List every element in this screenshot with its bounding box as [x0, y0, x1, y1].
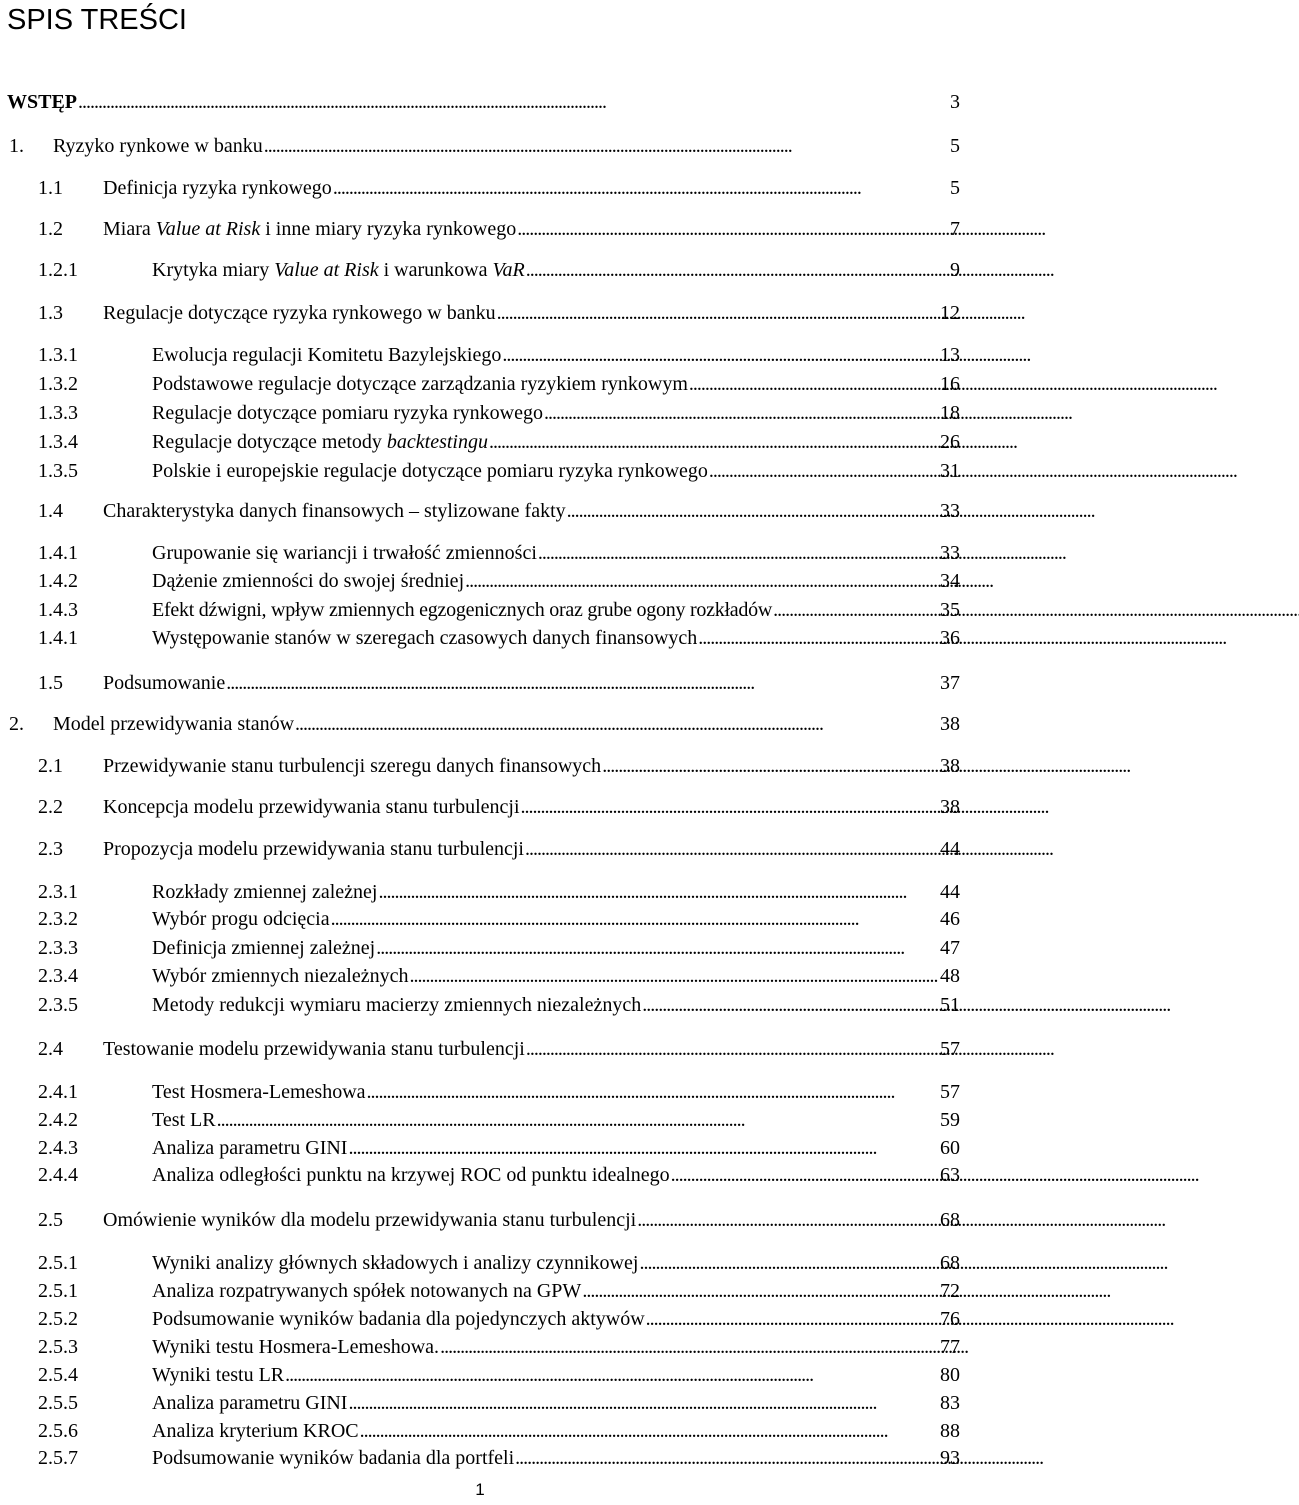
dot-leader: [708, 457, 937, 485]
toc-entry-page: 93: [940, 1447, 960, 1469]
toc-entry[interactable]: [0, 835, 960, 863]
toc-entry-title-italic: Value at Risk: [274, 259, 379, 281]
toc-entry-page: 77: [940, 1336, 960, 1358]
toc-entry-title-italic: VaR: [492, 259, 525, 281]
toc-entry-title-part: Miara: [103, 218, 156, 240]
toc-entry[interactable]: [0, 1161, 960, 1189]
toc-entry-number: 2.5: [38, 1209, 63, 1231]
toc-entry-title: Analiza parametru GINI: [152, 1392, 348, 1414]
toc-entry-number: 1.3.2: [38, 373, 78, 395]
toc-entry[interactable]: [0, 752, 960, 780]
toc-entry[interactable]: [0, 991, 960, 1019]
toc-entry-page: 46: [940, 908, 960, 930]
toc-entry[interactable]: [0, 1249, 960, 1277]
toc-entry-page: 48: [940, 965, 960, 987]
toc-entry-title: Analiza odległości punktu na krzywej ROC od punktu idealnego: [152, 1164, 670, 1186]
dot-leader: [359, 1417, 937, 1445]
toc-entry-number: 2.4.1: [38, 1081, 78, 1103]
toc-entry-page: 35: [940, 599, 960, 621]
toc-entry[interactable]: [0, 174, 960, 202]
toc-entry-number: 2.3: [38, 838, 63, 860]
toc-entry-title: Analiza parametru GINI: [152, 1137, 348, 1159]
toc-entry-page: 44: [940, 838, 960, 860]
toc-entry-page: 57: [940, 1038, 960, 1060]
page-title: SPIS TREŚCI: [7, 4, 187, 36]
toc-entry-number: 2.5.2: [38, 1308, 78, 1330]
dot-leader: [488, 428, 937, 456]
toc-entry-title: Test Hosmera-Lemeshowa: [152, 1081, 366, 1103]
toc-entry[interactable]: [0, 1106, 960, 1134]
toc-entry-title-part: i inne miary ryzyka rynkowego: [260, 218, 517, 240]
toc-entry-number: 1.3.5: [38, 460, 78, 482]
toc-entry-number: 2.5.4: [38, 1364, 78, 1386]
dot-leader: [697, 624, 937, 652]
toc-entry-title: Wyniki testu LR: [152, 1364, 285, 1386]
toc-entry-number: 2.4.3: [38, 1137, 78, 1159]
toc-entry[interactable]: [0, 1305, 960, 1333]
toc-entry-title: Charakterystyka danych finansowych – stylizowane fakty: [103, 500, 566, 522]
toc-entry-page: 80: [940, 1364, 960, 1386]
toc-entry-page: 83: [940, 1392, 960, 1414]
toc-entry-page: 72: [940, 1280, 960, 1302]
toc-entry-title: Analiza kryterium KROC: [152, 1420, 359, 1442]
dot-leader: [670, 1161, 937, 1189]
toc-entry-page: 38: [940, 713, 960, 735]
toc-entry-page: 9: [950, 259, 960, 281]
toc-entry[interactable]: [0, 567, 960, 595]
dot-leader: [516, 215, 947, 243]
toc-entry-page: 51: [940, 994, 960, 1016]
toc-entry-title: Wyniki testu Hosmera-Lemeshowa.: [152, 1336, 440, 1358]
toc-entry[interactable]: [0, 256, 960, 284]
dot-leader: [520, 793, 937, 821]
toc-entry-page: 33: [940, 542, 960, 564]
dot-leader: [294, 710, 937, 738]
toc-entry-title: Podstawowe regulacje dotyczące zarządzania ryzykiem rynkowym: [152, 373, 688, 395]
toc-entry-title: [152, 428, 488, 456]
toc-entry-page: 34: [940, 570, 960, 592]
toc-entry-title: Ewolucja regulacji Komitetu Bazylejskiego: [152, 344, 502, 366]
dot-leader: [408, 962, 937, 990]
toc-entry[interactable]: [0, 399, 960, 427]
toc-entry[interactable]: [0, 1206, 960, 1234]
toc-entry-title: Metody redukcji wymiaru macierzy zmiennych niezależnych: [152, 994, 642, 1016]
toc-entry-number: 1.2: [38, 218, 63, 240]
toc-entry-title: Model przewidywania stanów: [53, 713, 295, 735]
toc-entry-title: Test LR: [152, 1109, 216, 1131]
toc-entry-number: 2.5.5: [38, 1392, 78, 1414]
toc-entry-page: 3: [950, 91, 960, 113]
toc-entry-number: 2.1: [38, 755, 63, 777]
toc-entry[interactable]: [0, 215, 960, 243]
toc-entry-title: Występowanie stanów w szeregach czasowych danych finansowych: [152, 627, 698, 649]
toc-entry-page: 31: [940, 460, 960, 482]
dot-leader: [501, 341, 937, 369]
toc-entry-title: Koncepcja modelu przewidywania stanu turbulencji: [103, 796, 520, 818]
dot-leader: [688, 370, 937, 398]
toc-entry-number: 2.5.1: [38, 1280, 78, 1302]
toc-entry-title: Propozycja modelu przewidywania stanu turbulencji: [103, 838, 524, 860]
toc-entry[interactable]: [0, 88, 960, 116]
toc-entry-page: 68: [940, 1252, 960, 1274]
toc-entry-page: 36: [940, 627, 960, 649]
toc-entry-title: Regulacje dotyczące pomiaru ryzyka rynkowego: [152, 402, 543, 424]
toc-entry[interactable]: [0, 132, 960, 160]
toc-entry-title: Efekt dźwigni, wpływ zmiennych egzogenicznych oraz grube ogony rozkładów: [152, 599, 773, 621]
dot-leader: [332, 174, 947, 202]
toc-entry-page: 57: [940, 1081, 960, 1103]
toc-entry-number: 2.4.4: [38, 1164, 78, 1186]
toc-entry-number: 2.5.6: [38, 1420, 78, 1442]
toc-entry[interactable]: [0, 341, 960, 369]
toc-entry[interactable]: [0, 934, 960, 962]
toc-entry[interactable]: [0, 905, 960, 933]
toc-entry[interactable]: [0, 457, 960, 485]
toc-entry[interactable]: [0, 1035, 960, 1063]
toc-entry[interactable]: [0, 624, 960, 652]
toc-entry-number: 2.2: [38, 796, 63, 818]
toc-entry[interactable]: [0, 1333, 960, 1361]
toc-entry-page: 5: [950, 135, 960, 157]
toc-entry-page: 5: [950, 177, 960, 199]
page-number: 1: [475, 1480, 485, 1499]
toc-entry-page: 76: [940, 1308, 960, 1330]
toc-entry-page: 63: [940, 1164, 960, 1186]
toc-entry-number: 1.3.3: [38, 402, 78, 424]
toc-entry-number: 2.4: [38, 1038, 63, 1060]
toc-entry-number: 1.4.1: [38, 627, 78, 649]
toc-entry-title-bold: WSTĘP: [7, 91, 78, 113]
toc-entry-title: Wyniki analizy głównych składowych i analizy czynnikowej: [152, 1252, 639, 1274]
dot-leader: [645, 1305, 937, 1333]
toc-entry-page: 68: [940, 1209, 960, 1231]
toc-entry[interactable]: [0, 1444, 960, 1472]
dot-leader: [566, 497, 937, 525]
toc-entry[interactable]: [0, 1277, 960, 1305]
toc-entry-number: 2.3.2: [38, 908, 78, 930]
toc-entry-title: Testowanie modelu przewidywania stanu turbulencji: [103, 1038, 525, 1060]
dot-leader: [496, 299, 937, 327]
toc-entry[interactable]: [0, 1078, 960, 1106]
toc-entry-title-part: i warunkowa: [378, 259, 493, 281]
toc-entry-page: 12: [940, 302, 960, 324]
toc-entry-number: 1.3.4: [38, 431, 78, 453]
toc-entry[interactable]: [0, 497, 960, 525]
toc-entry-title: [7, 88, 77, 116]
toc-entry-title-italic: Value at Risk: [155, 218, 261, 240]
toc-entry-title: Podsumowanie wyników badania dla pojedynczych aktywów: [152, 1308, 645, 1330]
toc-entry[interactable]: [0, 793, 960, 821]
dot-leader: [514, 1444, 937, 1472]
dot-leader: [636, 1206, 937, 1234]
dot-leader: [537, 539, 937, 567]
toc-entry-title: Regulacje dotyczące ryzyka rynkowego w banku: [103, 302, 496, 324]
dot-leader: [330, 905, 937, 933]
dot-leader: [543, 399, 937, 427]
toc-entry[interactable]: [0, 962, 960, 990]
toc-entry[interactable]: [0, 370, 960, 398]
toc-entry-title: Definicja zmiennej zależnej: [152, 937, 376, 959]
dot-leader: [525, 1035, 937, 1063]
toc-entry-page: 37: [940, 672, 960, 694]
toc-entry-number: 1.2.1: [38, 259, 78, 281]
toc-entry-title: Analiza rozpatrywanych spółek notowanych na GPW: [152, 1280, 582, 1302]
dot-leader: [601, 752, 937, 780]
toc-entry-number: 1.5: [38, 672, 63, 694]
dot-leader: [377, 878, 937, 906]
toc-entry-title: Podsumowanie: [103, 672, 226, 694]
dot-leader: [638, 1249, 937, 1277]
dot-leader: [347, 1134, 937, 1162]
toc-entry-page: 59: [940, 1109, 960, 1131]
toc-entry-title: Rozkłady zmiennej zależnej: [152, 881, 378, 903]
toc-entry-title: Ryzyko rynkowe w banku: [53, 135, 263, 157]
toc-entry-title: [152, 256, 525, 284]
toc-entry-title: Dążenie zmienności do swojej średniej: [152, 570, 465, 592]
dot-leader: [772, 596, 937, 624]
toc-entry[interactable]: [0, 539, 960, 567]
dot-leader: [347, 1389, 937, 1417]
toc-entry-title-italic: backtestingu: [386, 431, 488, 453]
dot-leader: [525, 256, 947, 284]
toc-entry[interactable]: [0, 428, 960, 456]
toc-entry-title-part: Regulacje dotyczące metody: [152, 431, 387, 453]
toc-entry-number: 2.3.3: [38, 937, 78, 959]
dot-leader: [375, 934, 937, 962]
dot-leader: [77, 88, 947, 116]
dot-leader: [439, 1333, 937, 1361]
toc-entry-number: 2.4.2: [38, 1109, 78, 1131]
dot-leader: [581, 1277, 937, 1305]
toc-entry-number: 2.3.5: [38, 994, 78, 1016]
toc-entry-number: 1.4: [38, 500, 63, 522]
toc-entry[interactable]: [0, 878, 960, 906]
toc-entry-title: Definicja ryzyka rynkowego: [103, 177, 332, 199]
dot-leader: [464, 567, 937, 595]
toc-entry-number: 2.5.3: [38, 1336, 78, 1358]
toc-entry-number: 2.3.4: [38, 965, 78, 987]
dot-leader: [366, 1078, 937, 1106]
toc-entry-title: Przewidywanie stanu turbulencji szeregu danych finansowych: [103, 755, 602, 777]
toc-entry-page: 38: [940, 796, 960, 818]
toc-entry[interactable]: [0, 1389, 960, 1417]
toc-entry-title-part: Krytyka miary: [152, 259, 275, 281]
dot-leader: [263, 132, 947, 160]
dot-leader: [641, 991, 937, 1019]
toc-entry-page: 7: [950, 218, 960, 240]
toc-entry-page: 38: [940, 755, 960, 777]
toc-entry-number: 1.3: [38, 302, 63, 324]
toc-entry-page: 33: [940, 500, 960, 522]
toc-entry-number: 1.4.2: [38, 570, 78, 592]
toc-entry-number: 1.: [9, 135, 24, 157]
toc-entry-page: 47: [940, 937, 960, 959]
toc-entry-page: 13: [940, 344, 960, 366]
toc-entry-page: 16: [940, 373, 960, 395]
toc-entry[interactable]: [0, 596, 960, 624]
dot-leader: [284, 1361, 937, 1389]
toc-entry-page: 26: [940, 431, 960, 453]
toc-entry-title: Omówienie wyników dla modelu przewidywania stanu turbulencji: [103, 1209, 637, 1231]
toc-entry-title: [103, 215, 516, 243]
toc-entry[interactable]: [0, 299, 960, 327]
dot-leader: [225, 669, 937, 697]
toc-entry[interactable]: [0, 1417, 960, 1445]
toc-entry-number: 1.4.1: [38, 542, 78, 564]
toc-entry[interactable]: [0, 1134, 960, 1162]
toc-entry-page: 60: [940, 1137, 960, 1159]
toc-entry[interactable]: [0, 710, 960, 738]
dot-leader: [216, 1106, 937, 1134]
toc-entry-title: Wybór progu odcięcia: [152, 908, 330, 930]
toc-entry-number: 2.3.1: [38, 881, 78, 903]
toc-entry-number: 2.5.7: [38, 1447, 78, 1469]
toc-entry-title: Wybór zmiennych niezależnych: [152, 965, 409, 987]
toc-entry-title: Grupowanie się wariancji i trwałość zmienności: [152, 542, 537, 564]
toc-entry[interactable]: [0, 1361, 960, 1389]
toc-entry-number: 2.: [9, 713, 24, 735]
toc-entry-number: 1.4.3: [38, 599, 78, 621]
toc-entry-title: Podsumowanie wyników badania dla portfeli: [152, 1447, 515, 1469]
toc-entry-title: Polskie i europejskie regulacje dotyczące pomiaru ryzyka rynkowego: [152, 460, 708, 482]
toc-entry-number: 2.5.1: [38, 1252, 78, 1274]
dot-leader: [524, 835, 937, 863]
toc-entry-number: 1.3.1: [38, 344, 78, 366]
toc-entry[interactable]: [0, 669, 960, 697]
toc-entry-page: 18: [940, 402, 960, 424]
toc-entry-page: 88: [940, 1420, 960, 1442]
toc-entry-page: 44: [940, 881, 960, 903]
toc-entry-number: 1.1: [38, 177, 63, 199]
